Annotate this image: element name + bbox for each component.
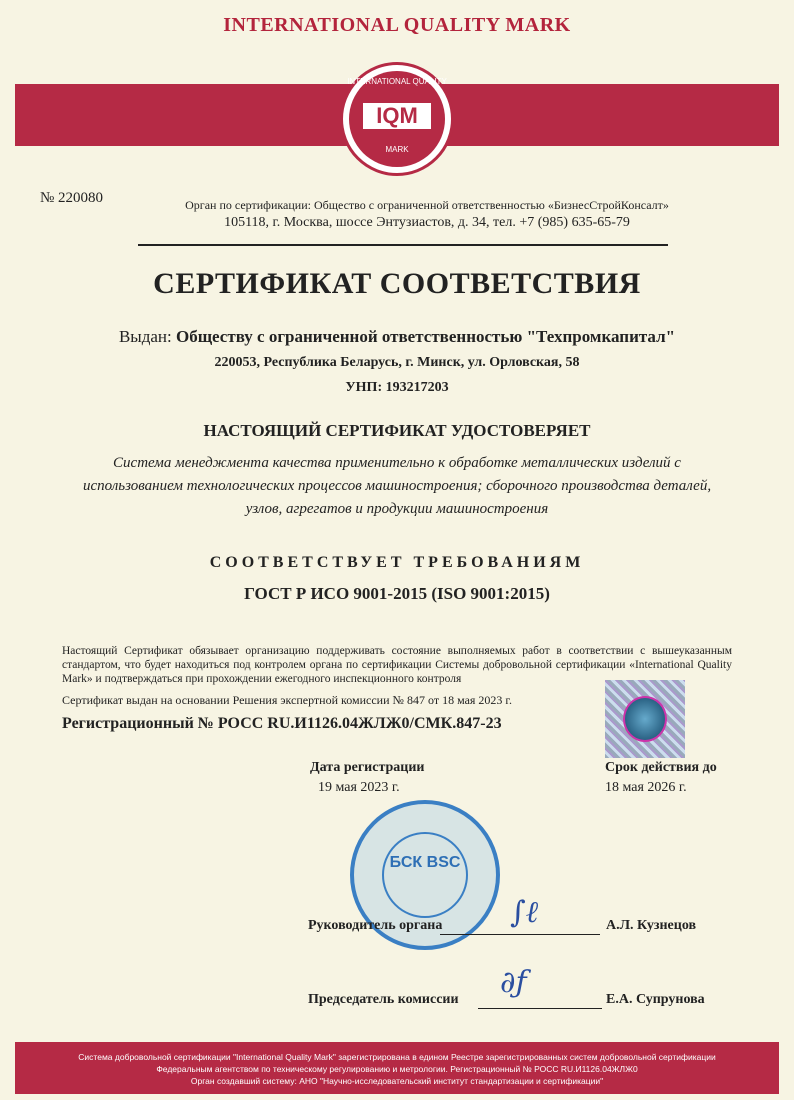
standard: ГОСТ Р ИСО 9001-2015 (ISO 9001:2015) (244, 584, 550, 603)
chair-signature: ∂ƒ (500, 965, 527, 1000)
certification-body: Орган по сертификации: Общество с ограниченной ответственностью «БизнесСтройКонсалт» (185, 198, 669, 212)
reg-date: 19 мая 2023 г. (318, 780, 400, 795)
certifies-heading: НАСТОЯЩИЙ СЕРТИФИКАТ УДОСТОВЕРЯЕТ (203, 421, 591, 440)
issued-label: Выдан: (118, 327, 172, 346)
logo-ring-bottom: MARK (385, 145, 409, 154)
logo-ring-top: INTERNATIONAL QUALITY (347, 77, 447, 86)
footer-line-2: Федеральным агентством по техническому регулированию и метрологии. Регистрационный № РОСС RU.И1126.04ЖЛЖ0 (156, 1064, 638, 1074)
chair-label: Председатель комиссии (308, 992, 459, 1007)
head-signature-line (440, 934, 600, 935)
issued-company: Обществу с ограниченной ответственностью "Техпромкапитал" (175, 327, 676, 346)
iqm-logo (340, 62, 454, 176)
valid-until: 18 мая 2026 г. (605, 780, 687, 795)
stamp-text: БСК BSC (389, 854, 461, 871)
reg-date-label: Дата регистрации (310, 760, 425, 775)
unp: УНП: 193217203 (345, 380, 449, 395)
issued-to (0, 327, 794, 347)
issued-address: 220053, Республика Беларусь, г. Минск, ул. Орловская, 58 (214, 355, 580, 370)
divider (138, 244, 668, 246)
obligation-text: Настоящий Сертификат обязывает организацию поддерживать состояние выполняемых работ в соответствии с вышеуказанным стандартом, что будет находиться под контролем органа по сертификации Системы добровольной сертификации «International Quality Mark» и подтверждаться при прохождении ежегодного инспекционного контроля (62, 645, 732, 685)
basis-text: Сертификат выдан на основании Решения экспертной комиссии № 847 от 18 мая 2023 г. (62, 693, 512, 707)
registration-number: Регистрационный № РОСС RU.И1126.04ЖЛЖ0/СМК.847-23 (62, 715, 502, 732)
certification-scope: Система менеджмента качества применительно к обработке металлических изделий с использованием технологических процессов машиностроения; сборочного производства деталей, узлов, агрегатов и продукции машиностроения (82, 455, 712, 517)
chair-name: Е.А. Супрунова (606, 992, 705, 1007)
hologram-sticker (605, 680, 685, 758)
footer-line-3: Орган создавший систему: АНО "Научно-исследовательский институт стандартизации и сертификации" (190, 1076, 604, 1086)
logo-text: IQM (363, 103, 431, 129)
head-label: Руководитель органа (308, 918, 443, 933)
certificate-number: № 220080 (40, 190, 104, 206)
header-title: INTERNATIONAL QUALITY MARK (223, 14, 571, 36)
head-signature: ∫ℓ (510, 895, 539, 930)
certificate-title: СЕРТИФИКАТ СООТВЕТСТВИЯ (153, 267, 641, 300)
head-name: А.Л. Кузнецов (606, 918, 697, 933)
valid-until-label: Срок действия до (605, 760, 717, 775)
certification-body-address: 105118, г. Москва, шоссе Энтузиастов, д. 34, тел. +7 (985) 635-65-79 (224, 215, 630, 230)
globe-icon (623, 696, 667, 742)
footer-band (15, 1042, 779, 1094)
footer-line-1: Система добровольной сертификации "International Quality Mark" зарегистрирована в едином Реестре зарегистрированных систем добровольной сертификации (78, 1052, 716, 1062)
chair-signature-line (478, 1008, 602, 1009)
complies-heading: СООТВЕТСТВУЕТ ТРЕБОВАНИЯМ (209, 554, 585, 571)
